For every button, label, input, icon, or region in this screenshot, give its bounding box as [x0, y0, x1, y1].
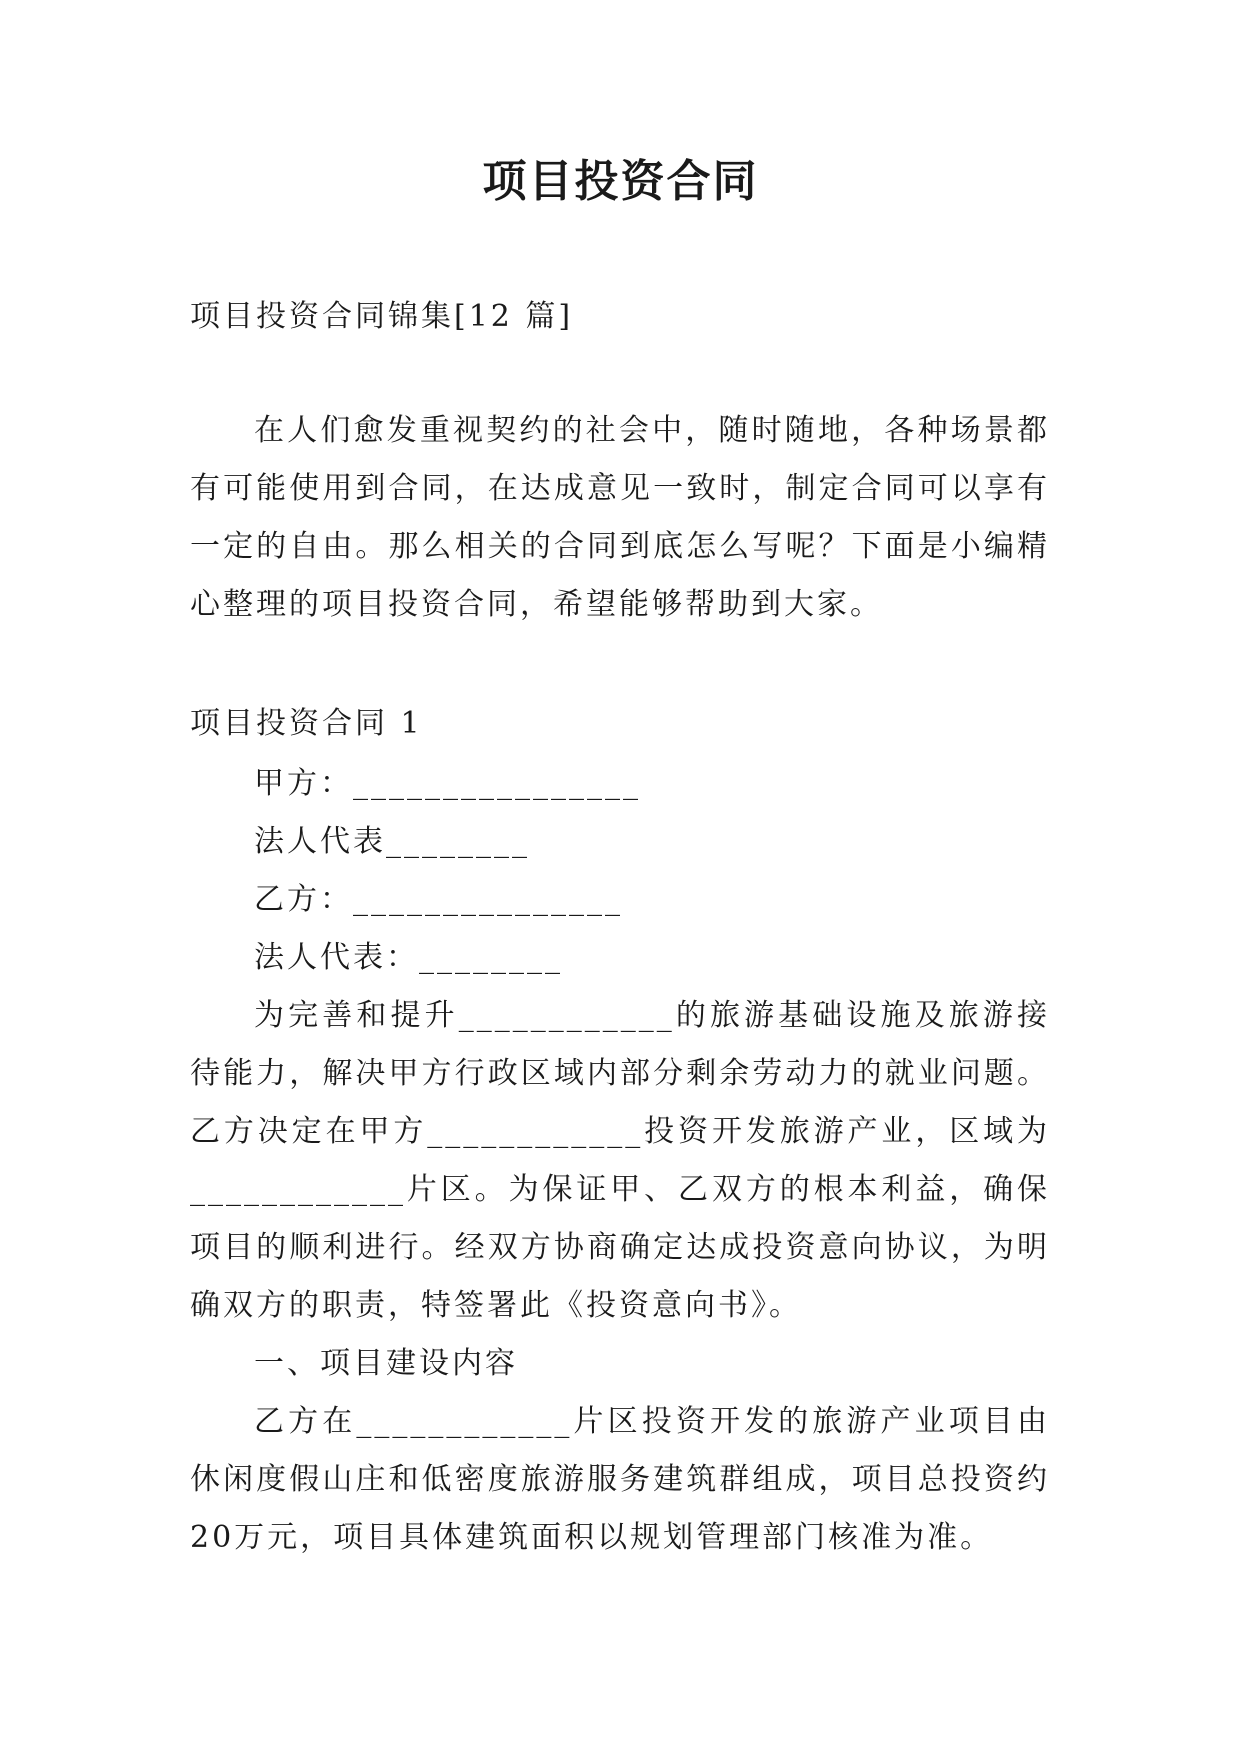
- party-fields: [190, 755, 1050, 987]
- document-title: 项目投资合同: [482, 156, 759, 207]
- contract-body: [190, 987, 1050, 1567]
- party-b-representative-field: 法人代表：________: [254, 940, 563, 975]
- party-b-field: 乙方：_______________: [254, 882, 623, 917]
- project-content-paragraph: 乙方在____________片区投资开发的旅游产业项目由休闲度假山庄和低密度旅游服务建筑群组成，项目总投资约20万元，项目具体建筑面积以规划管理部门核准为准。: [190, 1404, 1050, 1555]
- party-a-representative-field: 法人代表________: [254, 824, 530, 859]
- party-a-field: 甲方：________________: [254, 766, 641, 801]
- clause-heading: 一、项目建设内容: [254, 1346, 518, 1381]
- document-subtitle: 项目投资合同锦集[12 篇]: [190, 299, 574, 334]
- intro-paragraph: 在人们愈发重视契约的社会中，随时随地，各种场景都有可能使用到合同，在达成意见一致时，制定合同可以享有一定的自由。那么相关的合同到底怎么写呢？下面是小编精心整理的项目投资合同，希望能够帮助到大家。: [190, 413, 1050, 622]
- purpose-paragraph: 为完善和提升____________的旅游基础设施及旅游接待能力，解决甲方行政区域内部分剩余劳动力的就业问题。乙方决定在甲方____________投资开发旅游产业，区域为____________片区。为保证甲、乙双方的根本利益，确保项目的顺利进行。经双方协商确定达成投资意向协议，为明确双方的职责，特签署此《投资意向书》。: [190, 998, 1050, 1323]
- section-title: 项目投资合同 1: [190, 706, 423, 741]
